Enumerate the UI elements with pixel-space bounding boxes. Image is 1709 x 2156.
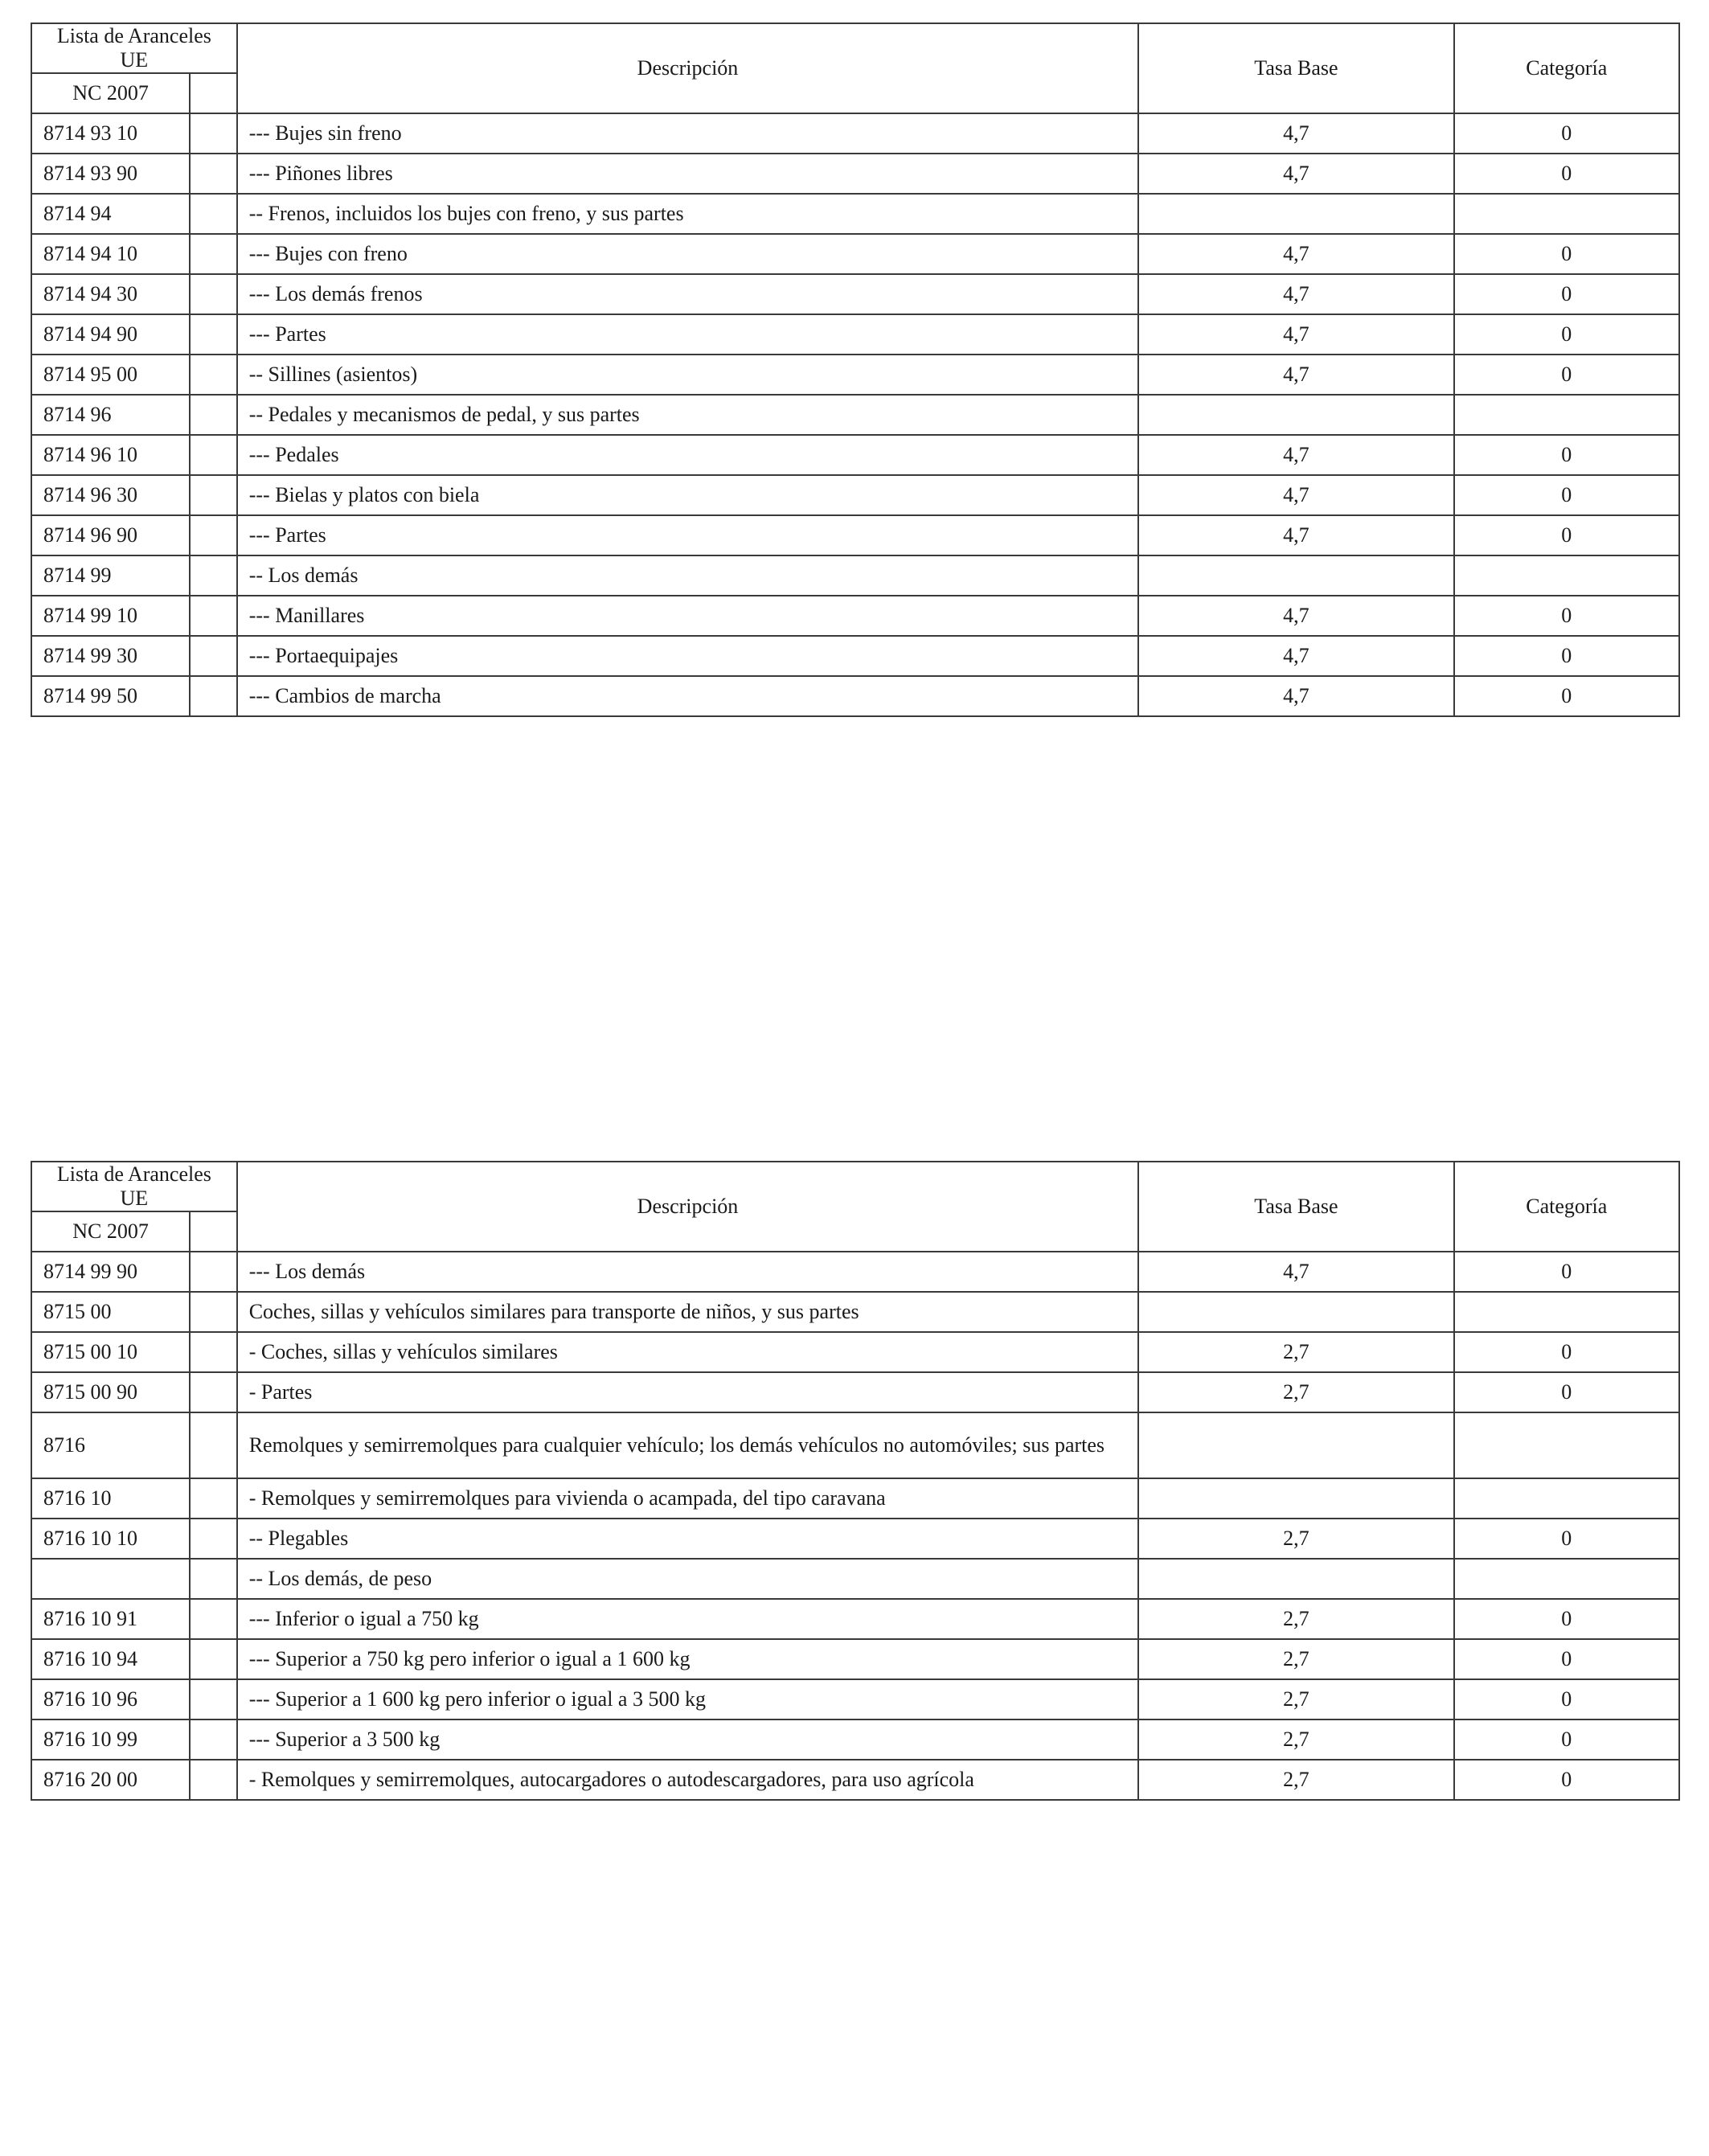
header-list-label: Lista de Aranceles UE bbox=[31, 23, 237, 73]
description-cell: --- Pedales bbox=[237, 435, 1139, 475]
table-row bbox=[31, 234, 1679, 274]
subcode-cell bbox=[190, 1599, 237, 1639]
tariff-table-body bbox=[31, 1252, 1679, 1800]
tariff-table-1 bbox=[31, 23, 1680, 717]
description-cell: - Remolques y semirremolques para vivienda o acampada, del tipo caravana bbox=[237, 1478, 1139, 1519]
cn-code-cell: 8714 99 10 bbox=[31, 596, 190, 636]
category-cell bbox=[1454, 1292, 1679, 1332]
description-cell: -- Pedales y mecanismos de pedal, y sus partes bbox=[237, 395, 1139, 435]
cn-code-cell: 8716 10 99 bbox=[31, 1719, 190, 1760]
header-description: Descripción bbox=[237, 1162, 1139, 1252]
base-rate-cell: 4,7 bbox=[1138, 435, 1453, 475]
header-description: Descripción bbox=[237, 23, 1139, 113]
category-cell bbox=[1454, 1559, 1679, 1599]
base-rate-cell: 2,7 bbox=[1138, 1519, 1453, 1559]
table-row bbox=[31, 1599, 1679, 1639]
subcode-cell bbox=[190, 1760, 237, 1800]
base-rate-cell bbox=[1138, 194, 1453, 234]
description-cell: --- Bielas y platos con biela bbox=[237, 475, 1139, 515]
table-row bbox=[31, 1639, 1679, 1679]
base-rate-cell bbox=[1138, 1292, 1453, 1332]
subcode-cell bbox=[190, 555, 237, 596]
tariff-table-body bbox=[31, 113, 1679, 716]
table-row bbox=[31, 154, 1679, 194]
cn-code-cell: 8714 96 bbox=[31, 395, 190, 435]
base-rate-cell bbox=[1138, 1478, 1453, 1519]
category-cell: 0 bbox=[1454, 1252, 1679, 1292]
base-rate-cell: 4,7 bbox=[1138, 314, 1453, 355]
table-row bbox=[31, 1332, 1679, 1372]
base-rate-cell: 4,7 bbox=[1138, 113, 1453, 154]
category-cell: 0 bbox=[1454, 1332, 1679, 1372]
table-row bbox=[31, 676, 1679, 716]
header-nc-label: NC 2007 bbox=[31, 73, 190, 113]
description-cell: --- Partes bbox=[237, 314, 1139, 355]
category-cell: 0 bbox=[1454, 676, 1679, 716]
table-row bbox=[31, 355, 1679, 395]
category-cell: 0 bbox=[1454, 274, 1679, 314]
description-cell: - Remolques y semirremolques, autocargadores o autodescargadores, para uso agrícola bbox=[237, 1760, 1139, 1800]
subcode-cell bbox=[190, 676, 237, 716]
category-cell: 0 bbox=[1454, 435, 1679, 475]
base-rate-cell: 2,7 bbox=[1138, 1332, 1453, 1372]
table-row bbox=[31, 1719, 1679, 1760]
base-rate-cell: 2,7 bbox=[1138, 1639, 1453, 1679]
base-rate-cell: 4,7 bbox=[1138, 154, 1453, 194]
cn-code-cell: 8714 99 30 bbox=[31, 636, 190, 676]
header-empty-cell bbox=[190, 73, 237, 113]
cn-code-cell: 8714 93 10 bbox=[31, 113, 190, 154]
description-cell: -- Plegables bbox=[237, 1519, 1139, 1559]
description-cell: --- Los demás frenos bbox=[237, 274, 1139, 314]
category-cell: 0 bbox=[1454, 1519, 1679, 1559]
cn-code-cell: 8714 94 30 bbox=[31, 274, 190, 314]
header-list-label: Lista de Aranceles UE bbox=[31, 1162, 237, 1211]
table-row bbox=[31, 274, 1679, 314]
description-cell: --- Superior a 750 kg pero inferior o igual a 1 600 kg bbox=[237, 1639, 1139, 1679]
subcode-cell bbox=[190, 1252, 237, 1292]
category-cell: 0 bbox=[1454, 113, 1679, 154]
header-nc-label: NC 2007 bbox=[31, 1211, 190, 1252]
subcode-cell bbox=[190, 475, 237, 515]
category-cell: 0 bbox=[1454, 1599, 1679, 1639]
base-rate-cell: 4,7 bbox=[1138, 1252, 1453, 1292]
description-cell: --- Piñones libres bbox=[237, 154, 1139, 194]
table-row bbox=[31, 1252, 1679, 1292]
cn-code-cell: 8714 96 90 bbox=[31, 515, 190, 555]
base-rate-cell: 4,7 bbox=[1138, 234, 1453, 274]
table-row bbox=[31, 515, 1679, 555]
category-cell bbox=[1454, 1478, 1679, 1519]
table-row bbox=[31, 1760, 1679, 1800]
description-cell: -- Los demás, de peso bbox=[237, 1559, 1139, 1599]
category-cell bbox=[1454, 1412, 1679, 1478]
description-cell: --- Partes bbox=[237, 515, 1139, 555]
subcode-cell bbox=[190, 1639, 237, 1679]
category-cell: 0 bbox=[1454, 154, 1679, 194]
base-rate-cell bbox=[1138, 1559, 1453, 1599]
table-row bbox=[31, 314, 1679, 355]
subcode-cell bbox=[190, 1559, 237, 1599]
description-cell: --- Bujes con freno bbox=[237, 234, 1139, 274]
category-cell: 0 bbox=[1454, 1372, 1679, 1412]
category-cell: 0 bbox=[1454, 1679, 1679, 1719]
cn-code-cell: 8714 94 bbox=[31, 194, 190, 234]
subcode-cell bbox=[190, 435, 237, 475]
subcode-cell bbox=[190, 515, 237, 555]
description-cell: --- Los demás bbox=[237, 1252, 1139, 1292]
subcode-cell bbox=[190, 194, 237, 234]
table-row bbox=[31, 1679, 1679, 1719]
subcode-cell bbox=[190, 234, 237, 274]
cn-code-cell: 8715 00 bbox=[31, 1292, 190, 1332]
cn-code-cell: 8716 10 bbox=[31, 1478, 190, 1519]
subcode-cell bbox=[190, 636, 237, 676]
base-rate-cell: 2,7 bbox=[1138, 1719, 1453, 1760]
subcode-cell bbox=[190, 1679, 237, 1719]
category-cell: 0 bbox=[1454, 234, 1679, 274]
base-rate-cell bbox=[1138, 395, 1453, 435]
table-row bbox=[31, 475, 1679, 515]
description-cell: --- Portaequipajes bbox=[237, 636, 1139, 676]
base-rate-cell: 2,7 bbox=[1138, 1372, 1453, 1412]
cn-code-cell bbox=[31, 1559, 190, 1599]
subcode-cell bbox=[190, 1332, 237, 1372]
table-row bbox=[31, 194, 1679, 234]
cn-code-cell: 8716 10 91 bbox=[31, 1599, 190, 1639]
description-cell: --- Inferior o igual a 750 kg bbox=[237, 1599, 1139, 1639]
base-rate-cell: 4,7 bbox=[1138, 515, 1453, 555]
subcode-cell bbox=[190, 1372, 237, 1412]
category-cell: 0 bbox=[1454, 596, 1679, 636]
base-rate-cell: 2,7 bbox=[1138, 1760, 1453, 1800]
table-row bbox=[31, 1292, 1679, 1332]
cn-code-cell: 8716 10 10 bbox=[31, 1519, 190, 1559]
header-base-rate: Tasa Base bbox=[1138, 23, 1453, 113]
base-rate-cell: 2,7 bbox=[1138, 1679, 1453, 1719]
cn-code-cell: 8714 99 50 bbox=[31, 676, 190, 716]
category-cell bbox=[1454, 194, 1679, 234]
table-row bbox=[31, 555, 1679, 596]
cn-code-cell: 8716 10 96 bbox=[31, 1679, 190, 1719]
description-cell: - Partes bbox=[237, 1372, 1139, 1412]
category-cell: 0 bbox=[1454, 515, 1679, 555]
cn-code-cell: 8714 99 90 bbox=[31, 1252, 190, 1292]
description-cell: --- Cambios de marcha bbox=[237, 676, 1139, 716]
base-rate-cell: 4,7 bbox=[1138, 274, 1453, 314]
subcode-cell bbox=[190, 395, 237, 435]
table-row bbox=[31, 596, 1679, 636]
table-row bbox=[31, 435, 1679, 475]
category-cell: 0 bbox=[1454, 314, 1679, 355]
base-rate-cell: 2,7 bbox=[1138, 1599, 1453, 1639]
base-rate-cell: 4,7 bbox=[1138, 676, 1453, 716]
tariff-table-2 bbox=[31, 1161, 1680, 1801]
cn-code-cell: 8716 bbox=[31, 1412, 190, 1478]
header-base-rate: Tasa Base bbox=[1138, 1162, 1453, 1252]
description-cell: Remolques y semirremolques para cualquier vehículo; los demás vehículos no automóviles; sus partes bbox=[237, 1412, 1139, 1478]
subcode-cell bbox=[190, 1519, 237, 1559]
table-row bbox=[31, 113, 1679, 154]
subcode-cell bbox=[190, 274, 237, 314]
description-cell: --- Superior a 1 600 kg pero inferior o igual a 3 500 kg bbox=[237, 1679, 1139, 1719]
description-cell: -- Sillines (asientos) bbox=[237, 355, 1139, 395]
table-row bbox=[31, 1372, 1679, 1412]
cn-code-cell: 8714 99 bbox=[31, 555, 190, 596]
subcode-cell bbox=[190, 314, 237, 355]
base-rate-cell bbox=[1138, 555, 1453, 596]
cn-code-cell: 8714 94 10 bbox=[31, 234, 190, 274]
subcode-cell bbox=[190, 1292, 237, 1332]
cn-code-cell: 8716 10 94 bbox=[31, 1639, 190, 1679]
cn-code-cell: 8715 00 10 bbox=[31, 1332, 190, 1372]
category-cell: 0 bbox=[1454, 1760, 1679, 1800]
category-cell bbox=[1454, 395, 1679, 435]
subcode-cell bbox=[190, 596, 237, 636]
table-row bbox=[31, 395, 1679, 435]
base-rate-cell bbox=[1138, 1412, 1453, 1478]
cn-code-cell: 8714 96 30 bbox=[31, 475, 190, 515]
table-row bbox=[31, 1559, 1679, 1599]
cn-code-cell: 8714 95 00 bbox=[31, 355, 190, 395]
cn-code-cell: 8716 20 00 bbox=[31, 1760, 190, 1800]
description-cell: --- Bujes sin freno bbox=[237, 113, 1139, 154]
cn-code-cell: 8714 93 90 bbox=[31, 154, 190, 194]
table-row bbox=[31, 1519, 1679, 1559]
subcode-cell bbox=[190, 1478, 237, 1519]
header-category: Categoría bbox=[1454, 1162, 1679, 1252]
header-empty-cell bbox=[190, 1211, 237, 1252]
base-rate-cell: 4,7 bbox=[1138, 596, 1453, 636]
table-row bbox=[31, 636, 1679, 676]
description-cell: Coches, sillas y vehículos similares para transporte de niños, y sus partes bbox=[237, 1292, 1139, 1332]
category-cell: 0 bbox=[1454, 355, 1679, 395]
description-cell: --- Manillares bbox=[237, 596, 1139, 636]
table-row bbox=[31, 1478, 1679, 1519]
category-cell bbox=[1454, 555, 1679, 596]
subcode-cell bbox=[190, 355, 237, 395]
subcode-cell bbox=[190, 1412, 237, 1478]
description-cell: -- Los demás bbox=[237, 555, 1139, 596]
description-cell: -- Frenos, incluidos los bujes con freno, y sus partes bbox=[237, 194, 1139, 234]
cn-code-cell: 8714 94 90 bbox=[31, 314, 190, 355]
subcode-cell bbox=[190, 1719, 237, 1760]
category-cell: 0 bbox=[1454, 475, 1679, 515]
category-cell: 0 bbox=[1454, 636, 1679, 676]
description-cell: --- Superior a 3 500 kg bbox=[237, 1719, 1139, 1760]
base-rate-cell: 4,7 bbox=[1138, 636, 1453, 676]
header-category: Categoría bbox=[1454, 23, 1679, 113]
cn-code-cell: 8715 00 90 bbox=[31, 1372, 190, 1412]
category-cell: 0 bbox=[1454, 1639, 1679, 1679]
base-rate-cell: 4,7 bbox=[1138, 475, 1453, 515]
base-rate-cell: 4,7 bbox=[1138, 355, 1453, 395]
subcode-cell bbox=[190, 113, 237, 154]
category-cell: 0 bbox=[1454, 1719, 1679, 1760]
cn-code-cell: 8714 96 10 bbox=[31, 435, 190, 475]
table-row bbox=[31, 1412, 1679, 1478]
subcode-cell bbox=[190, 154, 237, 194]
description-cell: - Coches, sillas y vehículos similares bbox=[237, 1332, 1139, 1372]
